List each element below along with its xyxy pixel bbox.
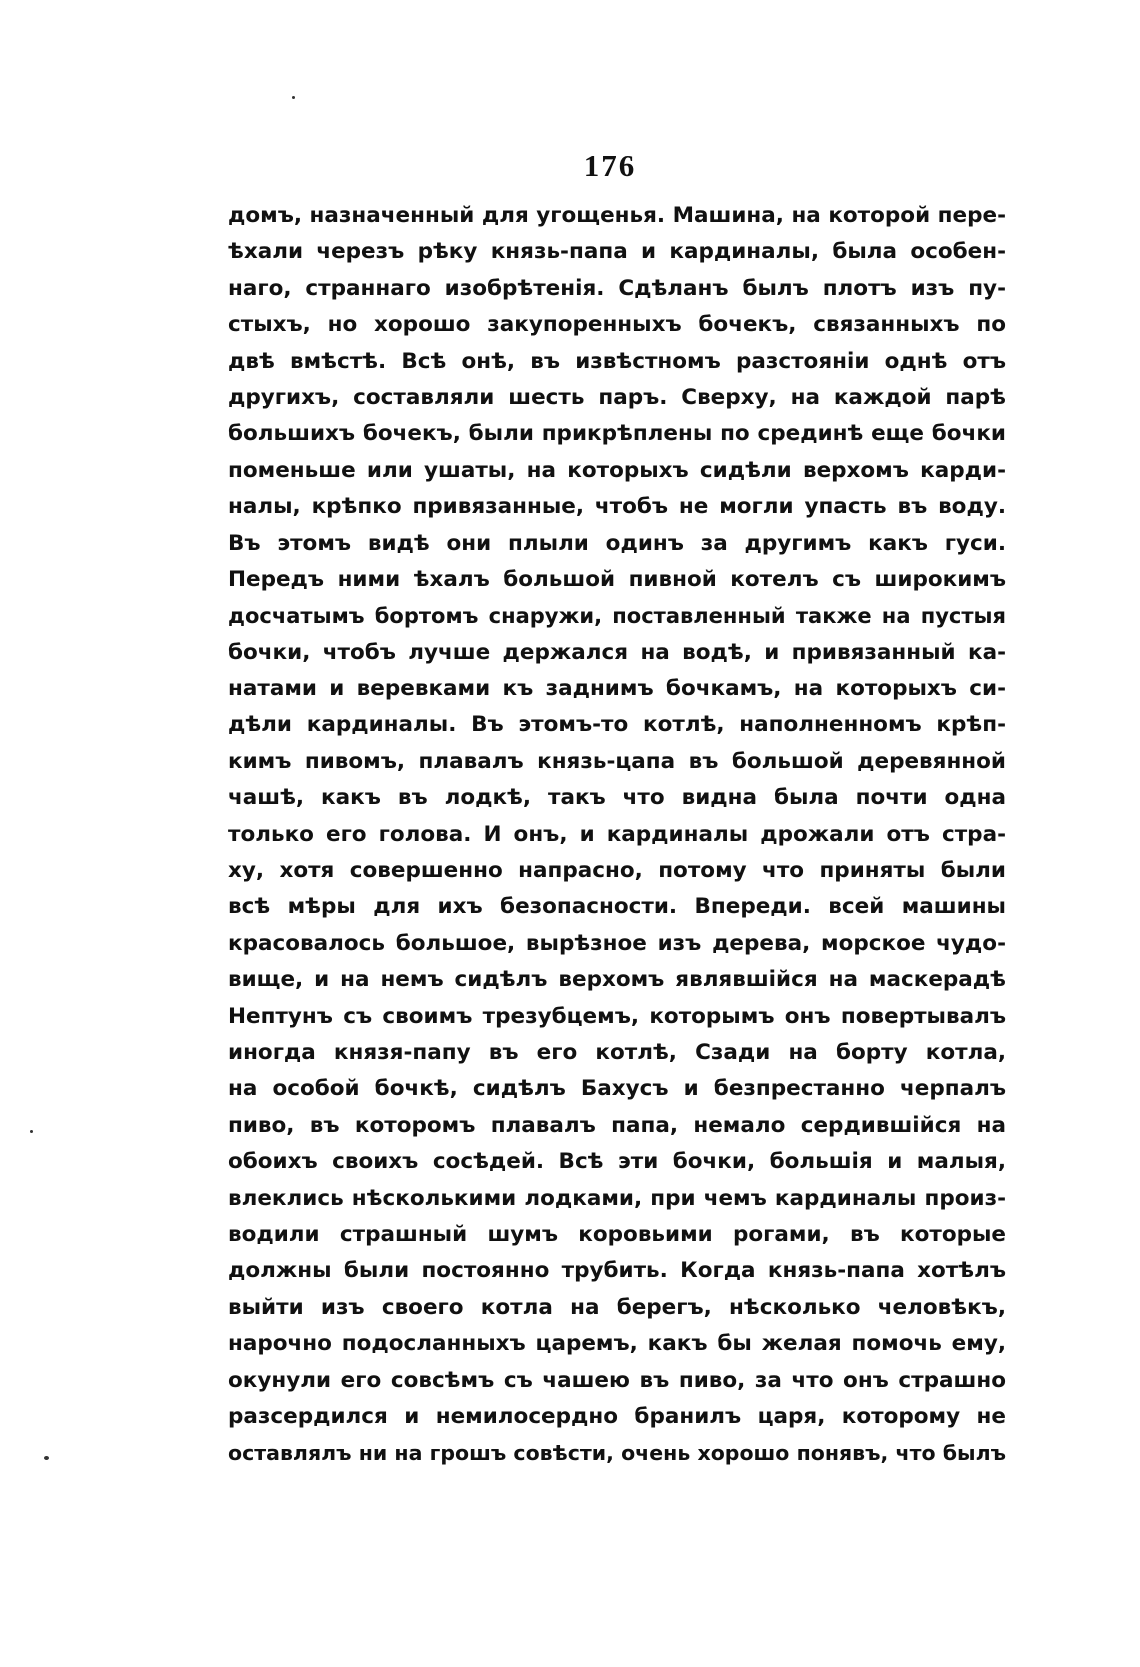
text-line: дѣли кардиналы. Въ этомъ-то котлѣ, наполненномъ крѣп- (228, 712, 1006, 738)
text-line: Передъ ними ѣхалъ большой пивной котелъ съ широкимъ (228, 566, 1006, 592)
text-line: налы, крѣпко привязанные, чтобъ не могли упасть въ воду. (228, 494, 1006, 520)
text-line: стыхъ, но хорошо закупоренныхъ бочекъ, связанныхъ по (228, 312, 1006, 338)
text-line: обоихъ своихъ сосѣдей. Всѣ эти бочки, большія и малыя, (228, 1149, 1006, 1175)
text-line: окунули его совсѣмъ съ чашею въ пиво, за что онъ страшно (228, 1367, 1006, 1393)
text-line: ѣхали черезъ рѣку князь-папа и кардиналы, была особен- (228, 239, 1006, 265)
text-line: большихъ бочекъ, были прикрѣплены по срединѣ еще бочки (228, 421, 1006, 447)
text-line: водили страшный шумъ коровьими рогами, въ которые (228, 1221, 1006, 1247)
text-line: на особой бочкѣ, сидѣлъ Бахусъ и безпрестанно черпалъ (228, 1076, 1006, 1102)
text-line: нарочно подосланныхъ царемъ, какъ бы желая помочь ему, (228, 1331, 1006, 1357)
text-line: поменьше или ушаты, на которыхъ сидѣли верхомъ карди- (228, 457, 1006, 483)
text-line: натами и веревками къ заднимъ бочкамъ, на которыхъ си- (228, 676, 1006, 702)
body-text (228, 198, 1006, 1472)
text-line: чашѣ, какъ въ лодкѣ, такъ что видна была почти одна (228, 785, 1006, 811)
text-line: двѣ вмѣстѣ. Всѣ онѣ, въ извѣстномъ разстояніи однѣ отъ (228, 348, 1006, 374)
text-line: красовалось большое, вырѣзное изъ дерева, морское чудо- (228, 930, 1006, 956)
page-speck (30, 1130, 33, 1133)
text-line: наго, страннаго изобрѣтенія. Сдѣланъ былъ плотъ изъ пу- (228, 275, 1006, 301)
text-line: досчатымъ бортомъ снаружи, поставленный также на пустыя (228, 604, 1006, 629)
text-line: домъ, назначенный для угощенья. Машина, на которой пере- (228, 203, 1006, 228)
page-speck (44, 1456, 49, 1460)
text-line: бочки, чтобъ лучше держался на водѣ, и привязанный ка- (228, 639, 1006, 665)
text-line: Въ этомъ видѣ они плыли одинъ за другимъ какъ гуси. (228, 530, 1006, 556)
page-speck (292, 96, 295, 99)
text-line: вище, и на немъ сидѣлъ верхомъ являвшійся на маскерадѣ (228, 967, 1006, 993)
text-line: иногда князя-папу въ его котлѣ, Сзади на борту котла, (228, 1039, 1006, 1065)
text-line: всѣ мѣры для ихъ безопасности. Впереди. всей машины (228, 894, 1006, 920)
text-line: ху, хотя совершенно напрасно, потому что приняты были (228, 858, 1006, 884)
text-line: кимъ пивомъ, плавалъ князь-цапа въ большой деревянной (228, 748, 1006, 774)
text-line: должны были постоянно трубить. Когда князь-папа хотѣлъ (228, 1258, 1006, 1284)
text-line: разсердился и немилосердно бранилъ царя, которому не (228, 1403, 1006, 1429)
text-line: выйти изъ своего котла на берегъ, нѣсколько человѣкъ, (228, 1294, 1006, 1320)
text-line: влеклись нѣсколькими лодками, при чемъ кардиналы произ- (228, 1185, 1006, 1211)
text-line: только его голова. И онъ, и кардиналы дрожали отъ стра- (228, 821, 1006, 847)
text-line: пиво, въ которомъ плавалъ папа, немало сердившійся на (228, 1112, 1006, 1138)
text-line: другихъ, составляли шесть паръ. Сверху, на каждой парѣ (228, 384, 1006, 410)
page-number: 176 (583, 148, 637, 183)
text-line: Нептунъ съ своимъ трезубцемъ, которымъ онъ повертывалъ (228, 1003, 1006, 1029)
text-line: оставлялъ ни на грошъ совѣсти, очень хорошо понявъ, что былъ (228, 1441, 1006, 1466)
